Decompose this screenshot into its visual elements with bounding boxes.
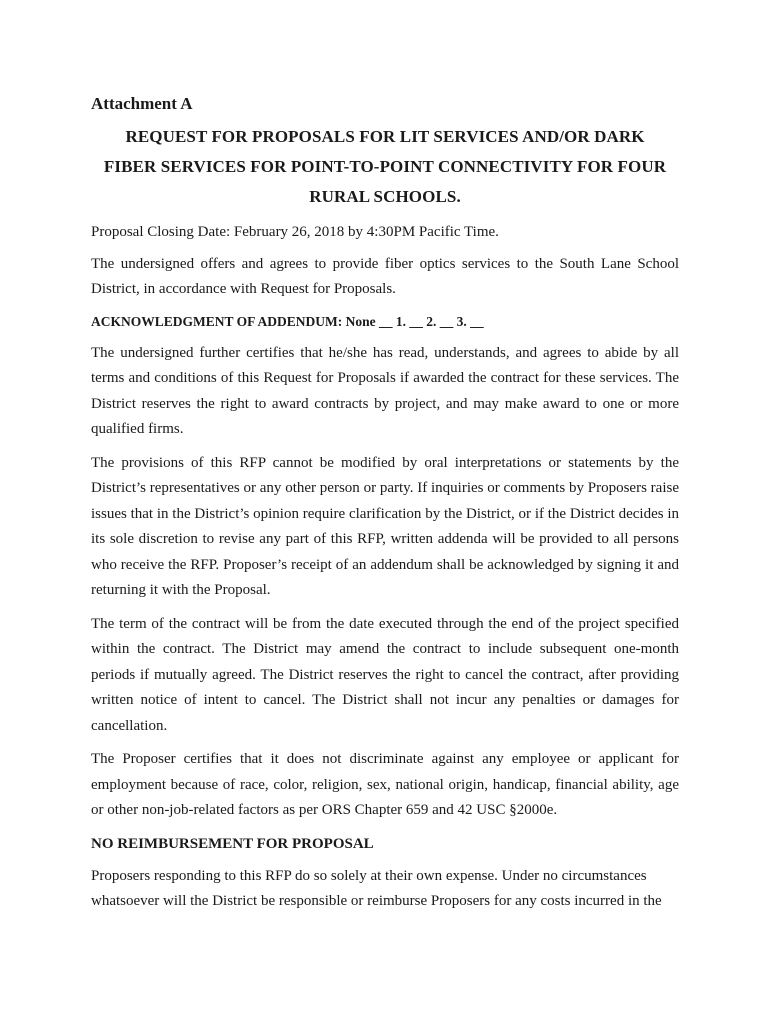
paragraph-expense <box>91 864 679 915</box>
title-line-1: REQUEST FOR PROPOSALS FOR LIT SERVICES AND/OR DARK <box>125 127 645 146</box>
addendum-acknowledgment: ACKNOWLEDGMENT OF ADDENDUM: None __ 1. __ 2. __ 3. __ <box>91 313 484 329</box>
paragraph-term: The term of the contract will be from the date executed through the end of the project specified within the contract. The District may amend the contract to include subsequent one-month periods if mutually agreed. The District reserves the right to cancel the contract, after providing written notice of intent to cancel. The District shall not incur any penalties or damages for cancellation. <box>91 615 679 734</box>
document-body <box>91 92 679 923</box>
attachment-label: Attachment A <box>91 94 193 113</box>
document-title <box>91 122 679 212</box>
heading-no-reimbursement: NO REIMBURSEMENT FOR PROPOSAL <box>91 835 374 852</box>
paragraph-provisions: The provisions of this RFP cannot be modified by oral interpretations or statements by the District’s representatives or any other person or party. If inquiries or comments by Proposers raise issues that in the District’s opinion require clarification by the District, or if the District decides in its sole discretion to revise any part of this RFP, written addenda will be provided to all persons who receive the RFP. Proposer’s receipt of an addendum shall be acknowledged by signing it and returning it with the Proposal. <box>91 454 679 598</box>
title-line-3: RURAL SCHOOLS. <box>309 187 461 206</box>
paragraph-certify: The undersigned further certifies that he/she has read, understands, and agrees to abide by all terms and conditions of this Request for Proposals if awarded the contract for these services. The District reserves the right to award contracts by project, and may make award to one or more qualified firms. <box>91 344 679 437</box>
paragraph-offer: The undersigned offers and agrees to provide fiber optics services to the South Lane School District, in accordance with Request for Proposals. <box>91 255 679 297</box>
paragraph-nondiscrimination: The Proposer certifies that it does not discriminate against any employee or applicant for employment because of race, color, religion, sex, national origin, handicap, financial ability, age or other non-job-related factors as per ORS Chapter 659 and 42 USC §2000e. <box>91 751 679 818</box>
closing-date: Proposal Closing Date: February 26, 2018 by 4:30PM Pacific Time. <box>91 224 499 240</box>
title-line-2: FIBER SERVICES FOR POINT-TO-POINT CONNECTIVITY FOR FOUR <box>103 157 667 176</box>
paragraph-expense-line-2: whatsoever will the District be responsible or reimburse Proposers for any costs incurred in the <box>91 893 662 909</box>
paragraph-expense-line-1: Proposers responding to this RFP do so solely at their own expense. Under no circumstances <box>91 867 647 884</box>
